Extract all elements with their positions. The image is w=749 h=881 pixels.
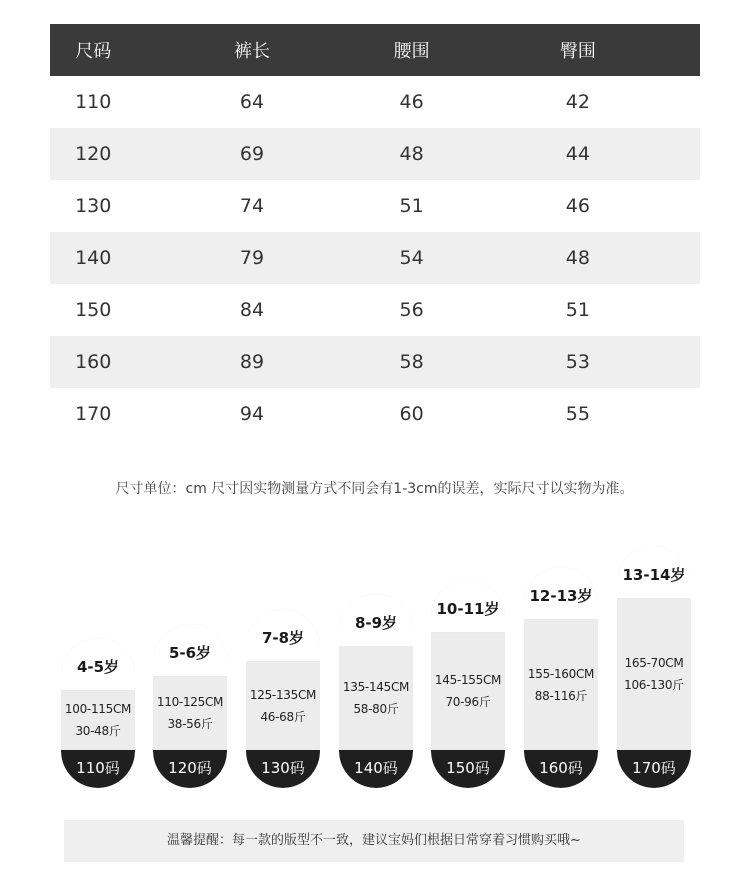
pill-info — [153, 691, 227, 735]
table-row — [50, 76, 700, 128]
age-pill — [61, 638, 135, 788]
table-row — [50, 388, 700, 440]
pill-info — [339, 676, 413, 720]
pill-size-label: 170码 — [617, 750, 691, 788]
header-pants-length: 裤长 — [233, 41, 270, 62]
header-waist: 腰围 — [393, 41, 430, 62]
pill-height-range: 165-70CM — [624, 656, 684, 670]
pill-height-range: 135-145CM — [342, 680, 410, 694]
pill-info — [61, 698, 135, 742]
table-row — [50, 232, 700, 284]
pill-info — [246, 684, 320, 728]
age-pill — [431, 580, 505, 788]
cell-pants-length: 79 — [239, 247, 265, 269]
cell-pants-length: 64 — [239, 91, 265, 113]
cell-hip: 44 — [565, 143, 590, 165]
pill-size-label: 140码 — [339, 750, 413, 788]
size-table — [50, 24, 700, 440]
cell-waist: 46 — [399, 91, 424, 113]
pill-age: 12-13岁 — [529, 587, 593, 605]
pill-age: 4-5岁 — [76, 658, 120, 676]
cell-size: 140 — [75, 247, 112, 269]
age-pill — [617, 546, 691, 788]
pill-height-range: 100-115CM — [64, 702, 132, 716]
table-row — [50, 128, 700, 180]
table-header — [50, 24, 700, 76]
age-pill — [524, 567, 598, 788]
pill-weight-range: 38-56斤 — [167, 717, 213, 731]
pill-age: 7-8岁 — [261, 629, 305, 647]
cell-size: 170 — [75, 403, 112, 425]
pill-size-label: 130码 — [246, 750, 320, 788]
pill-size-label: 150码 — [431, 750, 505, 788]
pill-height-range: 155-160CM — [527, 666, 595, 681]
cell-waist: 54 — [399, 247, 424, 269]
pill-weight-range: 58-80斤 — [353, 702, 399, 716]
pill-weight-range: 30-48斤 — [75, 724, 121, 738]
cell-pants-length: 74 — [239, 195, 265, 217]
age-pill — [339, 594, 413, 788]
table-row — [50, 336, 700, 388]
cell-hip: 48 — [565, 247, 590, 269]
cell-size: 110 — [75, 91, 112, 113]
cell-pants-length: 94 — [239, 403, 265, 425]
table-row — [50, 180, 700, 232]
table-row — [50, 284, 700, 336]
pill-height-range: 145-155CM — [434, 673, 502, 687]
cell-hip: 46 — [565, 195, 590, 217]
pill-weight-range: 70-96斤 — [445, 695, 491, 709]
pill-height-range: 125-135CM — [249, 687, 317, 702]
header-hip: 臀围 — [559, 41, 596, 62]
age-pill — [153, 624, 227, 788]
pill-weight-range: 88-116斤 — [534, 688, 588, 703]
cell-waist: 60 — [399, 403, 424, 425]
cell-waist: 48 — [399, 143, 424, 165]
pill-age: 5-6岁 — [168, 644, 212, 662]
pill-info — [524, 663, 598, 707]
pill-size-label: 160码 — [524, 750, 598, 788]
pill-age: 8-9岁 — [354, 614, 398, 632]
cell-waist: 58 — [399, 351, 424, 373]
pill-info — [431, 669, 505, 713]
pill-info — [617, 652, 691, 696]
header-size: 尺码 — [75, 41, 112, 62]
cell-size: 120 — [75, 143, 112, 165]
cell-pants-length: 69 — [239, 143, 265, 165]
cell-size: 130 — [75, 195, 112, 217]
cell-waist: 51 — [399, 195, 424, 217]
pill-weight-range: 106-130斤 — [624, 678, 684, 692]
cell-hip: 55 — [565, 403, 590, 425]
unit-note: 尺寸单位：cm 尺寸因实物测量方式不同会有1-3cm的误差，实际尺寸以实物为准。 — [115, 481, 634, 497]
pill-height-range: 110-125CM — [156, 695, 224, 709]
cell-size: 150 — [75, 299, 112, 321]
pill-age: 10-11岁 — [436, 600, 500, 618]
pill-weight-range: 46-68斤 — [260, 709, 306, 724]
cell-pants-length: 89 — [239, 351, 265, 373]
tip-bar: 温馨提醒：每一款的版型不一致，建议宝妈们根据日常穿着习惯购买哦~ — [64, 820, 684, 862]
pill-age: 13-14岁 — [622, 566, 686, 584]
pill-size-label: 110码 — [61, 750, 135, 788]
cell-hip: 42 — [565, 91, 590, 113]
cell-hip: 53 — [565, 351, 590, 373]
cell-hip: 51 — [565, 299, 590, 321]
cell-size: 160 — [75, 351, 112, 373]
cell-pants-length: 84 — [239, 299, 265, 321]
table-body — [50, 76, 700, 440]
age-pill — [246, 609, 320, 788]
cell-waist: 56 — [399, 299, 424, 321]
pill-size-label: 120码 — [153, 750, 227, 788]
